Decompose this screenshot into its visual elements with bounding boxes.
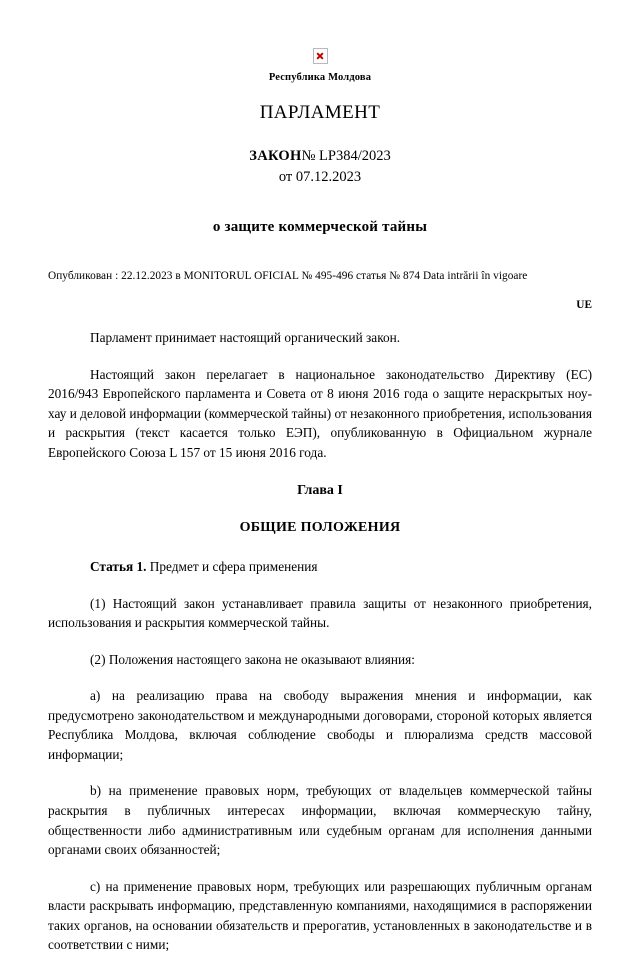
article-heading	[48, 536, 592, 577]
broken-image-icon	[313, 48, 328, 64]
emblem-container	[48, 0, 592, 64]
law-number-value: № LP384/2023	[301, 148, 391, 164]
preamble-paragraph: Парламент принимает настоящий органический закон.	[90, 330, 401, 346]
law-keyword: ЗАКОН	[249, 148, 302, 164]
publication-ue-label: UE	[576, 299, 592, 312]
law-title: о защите коммерческой тайны	[212, 219, 428, 236]
law-date: от 07.12.2023	[278, 169, 362, 186]
paragraph-1: (1) Настоящий закон устанавливает правила защиты от незаконного приобретения, использования и раскрытия коммерческой тайны.	[48, 595, 592, 631]
republic-name: Республика Молдова	[268, 72, 372, 83]
chapter-name: ОБЩИЕ ПОЛОЖЕНИЯ	[239, 520, 401, 536]
directive-paragraph: Настоящий закон перелагает в национальное законодательство Директиву (ЕС) 2016/943 Европейского парламента и Совета от 8 июня 2016 года о защите нераскрытых ноу-хау и деловой информации (коммерческой тайны) от незаконного приобретения, использования и раскрытия (текст касается только ЕЭП), опубликованную в Официальном журнале Европейского Союза L 157 от 15 июня 2016 года.	[48, 366, 592, 460]
point-a: a) на реализацию права на свободу выражения мнения и информации, как предусмотрено законодательством и международными договорами, стороной которых является Республика Молдова, включая соблюдение свободы и плюрализма средств массовой информации;	[48, 688, 592, 762]
paragraph-2: (2) Положения настоящего закона не оказывают влияния:	[90, 651, 415, 667]
law-number-line	[48, 146, 592, 167]
point-b: b) на применение правовых норм, требующих от владельцев коммерческой тайны раскрытия в публичных интересах информации, включая коммерческую тайну, общественности либо административным или судебным органам для исполнения данными органами своих обязанностей;	[48, 783, 592, 858]
article-number: Статья 1.	[90, 559, 147, 575]
institution-name: ПАРЛАМЕНТ	[259, 102, 381, 123]
publication-line: Опубликован : 22.12.2023 в MONITORUL OFICIAL № 495-496 статья № 874 Data intrării în vigoare	[48, 270, 528, 283]
chapter-number: Глава I	[297, 483, 343, 499]
point-c: c) на применение правовых норм, требующих или разрешающих публичным органам власти раскрывать информацию, представленную компаниями, находящимися в распоряжении таких органов, на основании обязательств и прерогатив, установленных в законодательстве и в соответствии с ними;	[48, 878, 592, 953]
article-title: Предмет и сфера применения	[146, 559, 318, 575]
